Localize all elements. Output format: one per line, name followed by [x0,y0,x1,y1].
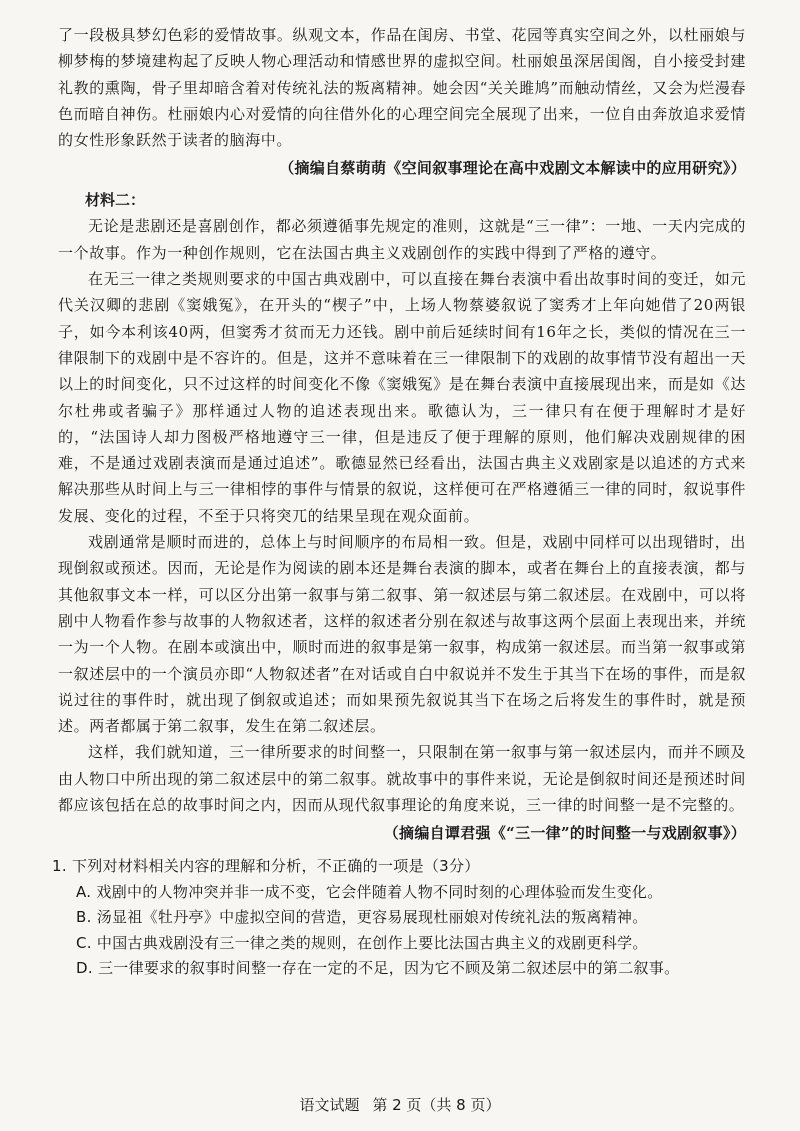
question-1-option-c: C. 中国古典戏剧没有三一律之类的规则，在创作上要比法国古典主义的戏剧更科学。 [76,933,648,952]
question-1-stem: 1. 下列对材料相关内容的理解和分析，不正确的一项是（3分） [52,857,480,876]
material2-heading: 材料二： [85,191,146,210]
question-1-option-b: B. 汤显祖《牡丹亭》中虚拟空间的营造，更容易展现杜丽娘对传统礼法的叛离精神。 [76,908,648,927]
material1-source: （摘编自蔡萌萌《空间叙事理论在高中戏剧文本解读中的应用研究》） [279,159,746,178]
material2-paragraph-3: 戏剧通常是顺时而进的，总体上与时间顺序的布局相一致。但是，戏剧中同样可以出现错时，出现倒叙或预述。因而，无论是作为阅读的剧本还是舞台表演的脚本，或者在舞台上的直接表演，都与其他叙事文本一样，可以区分出第一叙事与第二叙事、第一叙述层与第二叙述层。在戏剧中，可以将剧中人物看作参与故事的人物叙述者，这样的叙述者分别在叙述与故事这两个层面上表现出来，并统一为一个人物。在剧本或演出中，顺时而进的叙事是第一叙事，构成第一叙述层。而当第一叙事或第一叙述层中的一个演员亦即“人物叙述者”在对话或自白中叙说并不发生于其当下在场的事件，而是叙说过往的事件时，就出现了倒叙或追述；而如果预先叙说其当下在场之后将发生的事件时，就是预述。两者都属于第二叙事，发生在第二叙述层。 [58,533,746,736]
question-1-option-d: D. 三一律要求的叙事时间整一存在一定的不足，因为它不顾及第二叙述层中的第二叙事。 [76,959,680,978]
material2-source: （摘编自谭君强《“三一律”的时间整一与戏剧叙事》） [383,824,746,843]
footer-page-number: 第 2 页（共 8 页） [372,1096,501,1114]
footer-subject: 语文试题 [299,1096,360,1114]
material2-paragraph-1: 无论是悲剧还是喜剧创作，都必须遵循事先规定的准则，这就是“三一律”：一地、一天内完成的一个故事。作为一种创作规则，它在法国古典主义戏剧创作的实践中得到了严格的遵守。 [58,217,746,262]
material2-paragraph-2: 在无三一律之类规则要求的中国古典戏剧中，可以直接在舞台表演中看出故事时间的变迁，如元代关汉卿的悲剧《窦娥冤》，在开头的“楔子”中，上场人物蔡婆叙说了窦秀才上年向她借了20两银子，如今本利该40两，但窦秀才贫而无力还钱。剧中前后延续时间有16年之长，类似的情况在三一律限制下的戏剧中是不容许的。但是，这并不意味着在三一律限制下的戏剧的故事情节没有超出一天以上的时间变化，只不过这样的时间变化不像《窦娥冤》是在舞台表演中直接展现出来，而是如《达尔杜弗或者骗子》那样通过人物的追述表现出来。歌德认为，三一律只有在便于理解时才是好的，“法国诗人却力图极严格地遵守三一律，但是违反了便于理解的原则，他们解决戏剧规律的困难，不是通过戏剧表演而是通过追述”。歌德显然已经看出，法国古典主义戏剧家是以追述的方式来解决那些从时间上与三一律相悖的事件与情景的叙说，这样便可在严格遵循三一律的同时，叙说事件发展、变化的过程，不至于只将突兀的结果呈现在观众面前。 [58,270,746,525]
material2-paragraph-4: 这样，我们就知道，三一律所要求的时间整一，只限制在第一叙事与第一叙述层内，而并不顾及由人物口中所出现的第二叙述层中的第二叙事。就故事中的事件来说，无论是倒叙时间还是预述时间都应该包括在总的故事时间之内，因而从现代叙事理论的角度来说，三一律的时间整一是不完整的。 [58,743,746,815]
material1-tail-paragraph: 了一段极具梦幻色彩的爱情故事。纵观文本，作品在闺房、书堂、花园等真实空间之外，以杜丽娘与柳梦梅的梦境建构起了反映人物心理活动和情感世界的虚拟空间。杜丽娘虽深居闺阁，自小接受封建礼教的熏陶，骨子里却暗含着对传统礼法的叛离精神。她会因“关关雎鸠”而触动情丝，又会为烂漫春色而暗自神伤。杜丽娘内心对爱情的向往借外化的心理空间完全展现了出来，一位自由奔放追求爱情的女性形象跃然于读者的脑海中。 [58,26,746,150]
question-1-option-a: A. 戏剧中的人物冲突并非一成不变，它会伴随着人物不同时刻的心理体验而发生变化。 [76,882,663,901]
page-footer [0,1094,800,1115]
